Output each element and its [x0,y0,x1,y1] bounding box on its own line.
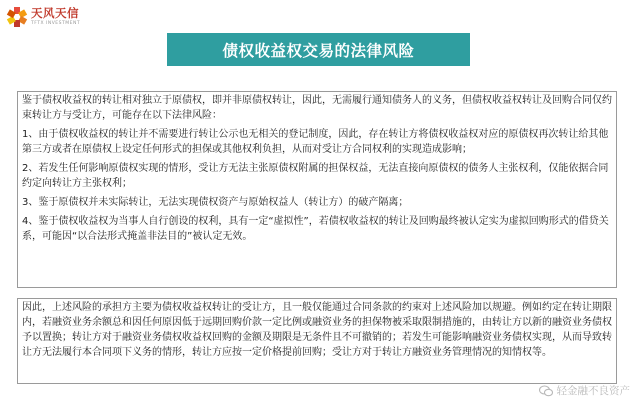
risk-item-1: 1、由于债权收益权的转让并不需要进行转让公示也无相关的登记制度，因此，存在转让方将债权收益权对应的原债权再次转让给其他第三方或者在原债权上设定任何形式的担保或其他权利负担，从而对受让方合同权利的实现造成影响； [22,129,609,155]
slide-title: 债权收益权交易的法律风险 [222,41,415,60]
logo-name-cn: 天风天信 [31,6,79,20]
risk-item-2: 2、若发生任何影响原债权实现的情形，受让方无法主张原债权附属的担保权益，无法直接向原债权的债务人主张权利，仅能依据合同约定向转让方主张权利； [22,163,609,189]
mitigation-box [17,298,617,384]
risk-item-4: 4、鉴于债权收益权为当事人自行创设的权利，具有一定“虚拟性”，若债权收益权的转让及回购最终被认定实为虚拟回购形式的借贷关系，可能因“以合法形式掩盖非法目的”被认定无效。 [22,216,609,242]
slide-title-banner [167,33,470,66]
company-logo [6,6,80,28]
wechat-icon [539,385,553,397]
risk-item-3: 3、鉴于原债权并未实际转让，无法实现债权资产与原始权益人（转让方）的破产隔离； [22,197,409,208]
logo-emblem-icon [6,6,28,28]
mitigation-paragraph: 因此，上述风险的承担方主要为债权收益权转让的受让方，且一般仅能通过合同条款的约束对上述风险加以规避。例如约定在转让期限内，若融资业务余额总和因任何原因低于远期回购价款一定比例或融资业务的担保物被采取限制措施的，由转让方以新的融资业务债权予以置换；转让方对于融资业务债权收益权回购的金额及期限是无条件且不可撤销的；若发生可能影响融资业务债权实现，从而导致转让方无法履行本合同项下义务的情形，转让方应按一定价格提前回购；受让方对于转让方融资业务管理情况的知情权等。 [22,302,612,358]
risk-list-box [17,91,617,288]
logo-name-en: TFTX INVESTMENT [31,20,81,26]
watermark-text: 轻金融不良资产 [556,385,630,397]
intro-paragraph: 鉴于债权收益权的转让相对独立于原债权，即并非原债权转让，因此，无需履行通知债务人的义务，但债权收益权转让及回购合同仅约束转让方与受让方，可能存在以下法律风险： [22,95,612,121]
wechat-watermark [539,383,631,398]
